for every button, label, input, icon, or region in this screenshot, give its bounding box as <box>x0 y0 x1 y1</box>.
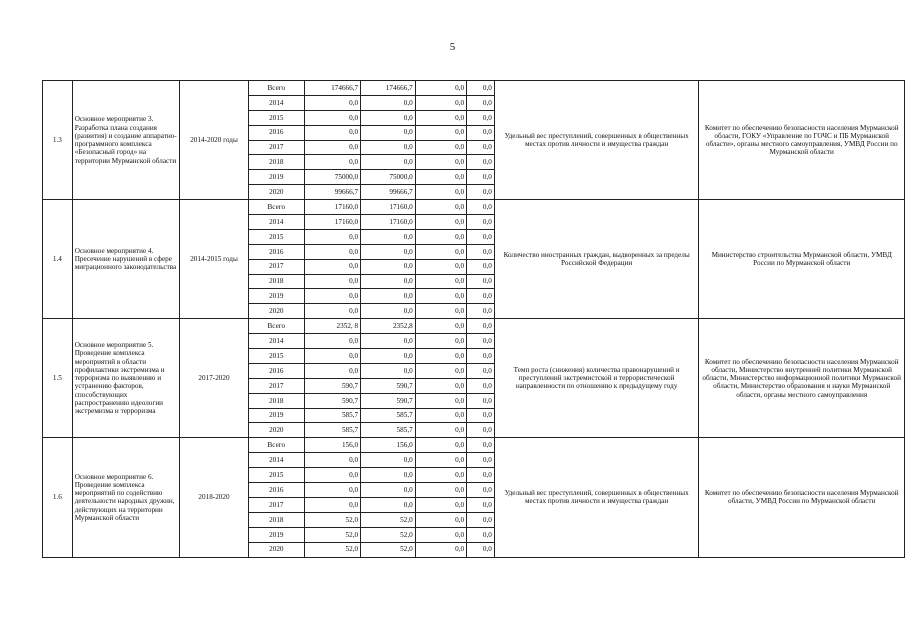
executor-cell: Комитет по обеспечению безопасности населения Мурманской области, Министерство внутренней политики Мурманской области, Министерство информационной политики Мурманской области, Министерство образования и науки Мурманской области, органы местного самоуправления <box>699 319 905 438</box>
total-amount-cell: 0,0 <box>304 274 361 289</box>
year-cell: 2015 <box>249 349 304 364</box>
federal-budget-cell: 0,0 <box>415 423 466 438</box>
regional-budget-cell: 0,0 <box>361 125 416 140</box>
regional-budget-cell: 0,0 <box>361 483 416 498</box>
total-amount-cell: 0,0 <box>304 334 361 349</box>
year-cell: 2017 <box>249 140 304 155</box>
item-number-cell: 1.6 <box>43 438 73 557</box>
federal-budget-cell: 0,0 <box>415 185 466 200</box>
federal-budget-cell: 0,0 <box>415 215 466 230</box>
regional-budget-cell: 2352,8 <box>361 319 416 334</box>
other-sources-cell: 0,0 <box>467 393 495 408</box>
year-cell: 2016 <box>249 125 304 140</box>
federal-budget-cell: 0,0 <box>415 289 466 304</box>
federal-budget-cell: 0,0 <box>415 200 466 215</box>
federal-budget-cell: 0,0 <box>415 378 466 393</box>
federal-budget-cell: 0,0 <box>415 483 466 498</box>
year-cell: 2019 <box>249 527 304 542</box>
other-sources-cell: 0,0 <box>467 259 495 274</box>
activity-name-cell: Основное мероприятие 6. Проведение комплекса мероприятий по содействию деятельности народных дружин, действующих на территории Мурманской области <box>72 438 179 557</box>
executor-cell: Министерство строительства Мурманской области, УМВД России по Мурманской области <box>699 200 905 319</box>
year-cell: 2014 <box>249 453 304 468</box>
year-cell: 2019 <box>249 170 304 185</box>
total-amount-cell: 0,0 <box>304 259 361 274</box>
total-amount-cell: 0,0 <box>304 95 361 110</box>
regional-budget-cell: 17160,0 <box>361 215 416 230</box>
federal-budget-cell: 0,0 <box>415 334 466 349</box>
total-amount-cell: 0,0 <box>304 363 361 378</box>
federal-budget-cell: 0,0 <box>415 349 466 364</box>
other-sources-cell: 0,0 <box>467 512 495 527</box>
activity-name-cell: Основное мероприятие 5. Проведение комплекса мероприятий в области профилактики экстремизма и терроризма по выявлению и устранению факторов, способствующих распространению идеологии экстремизма и терроризма <box>72 319 179 438</box>
year-cell: 2018 <box>249 512 304 527</box>
regional-budget-cell: 0,0 <box>361 244 416 259</box>
executor-cell: Комитет по обеспечению безопасности населения Мурманской области, УМВД России по Мурманской области <box>699 438 905 557</box>
total-amount-cell: 99666,7 <box>304 185 361 200</box>
indicator-cell: Удельный вес преступлений, совершенных в общественных местах против личности и имущества граждан <box>494 438 699 557</box>
other-sources-cell: 0,0 <box>467 468 495 483</box>
federal-budget-cell: 0,0 <box>415 229 466 244</box>
other-sources-cell: 0,0 <box>467 423 495 438</box>
regional-budget-cell: 585,7 <box>361 423 416 438</box>
regional-budget-cell: 0,0 <box>361 453 416 468</box>
regional-budget-cell: 0,0 <box>361 497 416 512</box>
total-amount-cell: 0,0 <box>304 468 361 483</box>
year-cell: 2018 <box>249 274 304 289</box>
other-sources-cell: 0,0 <box>467 125 495 140</box>
other-sources-cell: 0,0 <box>467 483 495 498</box>
total-amount-cell: 0,0 <box>304 349 361 364</box>
federal-budget-cell: 0,0 <box>415 304 466 319</box>
total-amount-cell: 2352, 8 <box>304 319 361 334</box>
year-cell: 2015 <box>249 229 304 244</box>
federal-budget-cell: 0,0 <box>415 542 466 557</box>
regional-budget-cell: 0,0 <box>361 304 416 319</box>
regional-budget-cell: 52,0 <box>361 542 416 557</box>
program-table <box>42 80 905 558</box>
regional-budget-cell: 0,0 <box>361 334 416 349</box>
other-sources-cell: 0,0 <box>467 304 495 319</box>
federal-budget-cell: 0,0 <box>415 497 466 512</box>
regional-budget-cell: 174666,7 <box>361 81 416 96</box>
other-sources-cell: 0,0 <box>467 244 495 259</box>
federal-budget-cell: 0,0 <box>415 170 466 185</box>
other-sources-cell: 0,0 <box>467 349 495 364</box>
regional-budget-cell: 75000,0 <box>361 170 416 185</box>
other-sources-cell: 0,0 <box>467 170 495 185</box>
other-sources-cell: 0,0 <box>467 319 495 334</box>
regional-budget-cell: 0,0 <box>361 110 416 125</box>
total-amount-cell: 0,0 <box>304 453 361 468</box>
period-cell: 2014-2015 годы <box>179 200 248 319</box>
year-cell: 2020 <box>249 423 304 438</box>
year-cell: 2019 <box>249 408 304 423</box>
federal-budget-cell: 0,0 <box>415 319 466 334</box>
year-cell: 2020 <box>249 304 304 319</box>
other-sources-cell: 0,0 <box>467 81 495 96</box>
regional-budget-cell: 99666,7 <box>361 185 416 200</box>
year-cell: 2020 <box>249 542 304 557</box>
other-sources-cell: 0,0 <box>467 438 495 453</box>
other-sources-cell: 0,0 <box>467 215 495 230</box>
year-cell: 2016 <box>249 483 304 498</box>
regional-budget-cell: 590,7 <box>361 378 416 393</box>
federal-budget-cell: 0,0 <box>415 125 466 140</box>
federal-budget-cell: 0,0 <box>415 512 466 527</box>
other-sources-cell: 0,0 <box>467 229 495 244</box>
federal-budget-cell: 0,0 <box>415 95 466 110</box>
year-cell: 2018 <box>249 393 304 408</box>
regional-budget-cell: 52,0 <box>361 512 416 527</box>
year-cell: 2019 <box>249 289 304 304</box>
year-cell: 2017 <box>249 259 304 274</box>
item-number-cell: 1.5 <box>43 319 73 438</box>
item-number-cell: 1.4 <box>43 200 73 319</box>
other-sources-cell: 0,0 <box>467 110 495 125</box>
other-sources-cell: 0,0 <box>467 185 495 200</box>
year-cell: 2015 <box>249 110 304 125</box>
federal-budget-cell: 0,0 <box>415 468 466 483</box>
year-cell: Всего <box>249 319 304 334</box>
table-row <box>43 200 905 215</box>
other-sources-cell: 0,0 <box>467 527 495 542</box>
total-amount-cell: 174666,7 <box>304 81 361 96</box>
federal-budget-cell: 0,0 <box>415 438 466 453</box>
regional-budget-cell: 0,0 <box>361 95 416 110</box>
other-sources-cell: 0,0 <box>467 289 495 304</box>
other-sources-cell: 0,0 <box>467 140 495 155</box>
year-cell: 2016 <box>249 244 304 259</box>
table-row <box>43 319 905 334</box>
regional-budget-cell: 0,0 <box>361 140 416 155</box>
regional-budget-cell: 0,0 <box>361 229 416 244</box>
federal-budget-cell: 0,0 <box>415 155 466 170</box>
total-amount-cell: 75000,0 <box>304 170 361 185</box>
year-cell: 2018 <box>249 155 304 170</box>
regional-budget-cell: 585,7 <box>361 408 416 423</box>
total-amount-cell: 17160,0 <box>304 200 361 215</box>
year-cell: 2020 <box>249 185 304 200</box>
table-row <box>43 81 905 96</box>
federal-budget-cell: 0,0 <box>415 259 466 274</box>
table-row <box>43 438 905 453</box>
federal-budget-cell: 0,0 <box>415 140 466 155</box>
year-cell: Всего <box>249 81 304 96</box>
total-amount-cell: 0,0 <box>304 497 361 512</box>
regional-budget-cell: 0,0 <box>361 274 416 289</box>
year-cell: Всего <box>249 200 304 215</box>
federal-budget-cell: 0,0 <box>415 453 466 468</box>
total-amount-cell: 17160,0 <box>304 215 361 230</box>
other-sources-cell: 0,0 <box>467 408 495 423</box>
total-amount-cell: 590,7 <box>304 378 361 393</box>
regional-budget-cell: 0,0 <box>361 468 416 483</box>
regional-budget-cell: 52,0 <box>361 527 416 542</box>
indicator-cell: Количество иностранных граждан, выдворенных за пределы Российской Федерации <box>494 200 699 319</box>
total-amount-cell: 0,0 <box>304 229 361 244</box>
total-amount-cell: 52,0 <box>304 542 361 557</box>
federal-budget-cell: 0,0 <box>415 527 466 542</box>
indicator-cell: Темп роста (снижения) количества правонарушений и преступлений экстремистской и террористической направленности по отношению к предыдущему году <box>494 319 699 438</box>
page-number: 5 <box>449 41 456 53</box>
activity-name-cell: Основное мероприятие 3. Разработка плана создания (развития) и создание аппаратно-программного комплекса «Безопасный город» на территории Мурманской области <box>72 81 179 200</box>
federal-budget-cell: 0,0 <box>415 408 466 423</box>
total-amount-cell: 0,0 <box>304 155 361 170</box>
federal-budget-cell: 0,0 <box>415 393 466 408</box>
year-cell: 2015 <box>249 468 304 483</box>
year-cell: 2016 <box>249 363 304 378</box>
year-cell: 2014 <box>249 334 304 349</box>
total-amount-cell: 585,7 <box>304 408 361 423</box>
activity-name-cell: Основное мероприятие 4. Пресечение нарушений в сфере миграционного законодательства <box>72 200 179 319</box>
federal-budget-cell: 0,0 <box>415 244 466 259</box>
other-sources-cell: 0,0 <box>467 363 495 378</box>
period-cell: 2018-2020 <box>179 438 248 557</box>
year-cell: 2014 <box>249 95 304 110</box>
regional-budget-cell: 0,0 <box>361 289 416 304</box>
period-cell: 2014-2020 годы <box>179 81 248 200</box>
total-amount-cell: 156,0 <box>304 438 361 453</box>
year-cell: Всего <box>249 438 304 453</box>
regional-budget-cell: 0,0 <box>361 259 416 274</box>
regional-budget-cell: 0,0 <box>361 363 416 378</box>
other-sources-cell: 0,0 <box>467 497 495 512</box>
year-cell: 2014 <box>249 215 304 230</box>
total-amount-cell: 0,0 <box>304 110 361 125</box>
year-cell: 2017 <box>249 378 304 393</box>
other-sources-cell: 0,0 <box>467 334 495 349</box>
federal-budget-cell: 0,0 <box>415 274 466 289</box>
period-cell: 2017-2020 <box>179 319 248 438</box>
total-amount-cell: 0,0 <box>304 289 361 304</box>
other-sources-cell: 0,0 <box>467 378 495 393</box>
federal-budget-cell: 0,0 <box>415 110 466 125</box>
other-sources-cell: 0,0 <box>467 95 495 110</box>
total-amount-cell: 52,0 <box>304 527 361 542</box>
regional-budget-cell: 17160,0 <box>361 200 416 215</box>
item-number-cell: 1.3 <box>43 81 73 200</box>
total-amount-cell: 52,0 <box>304 512 361 527</box>
regional-budget-cell: 156,0 <box>361 438 416 453</box>
indicator-cell: Удельный вес преступлений, совершенных в общественных местах против личности и имущества граждан <box>494 81 699 200</box>
total-amount-cell: 0,0 <box>304 125 361 140</box>
total-amount-cell: 0,0 <box>304 140 361 155</box>
regional-budget-cell: 0,0 <box>361 349 416 364</box>
other-sources-cell: 0,0 <box>467 542 495 557</box>
total-amount-cell: 585,7 <box>304 423 361 438</box>
total-amount-cell: 0,0 <box>304 244 361 259</box>
regional-budget-cell: 0,0 <box>361 155 416 170</box>
total-amount-cell: 0,0 <box>304 304 361 319</box>
regional-budget-cell: 590,7 <box>361 393 416 408</box>
year-cell: 2017 <box>249 497 304 512</box>
other-sources-cell: 0,0 <box>467 200 495 215</box>
total-amount-cell: 0,0 <box>304 483 361 498</box>
federal-budget-cell: 0,0 <box>415 363 466 378</box>
federal-budget-cell: 0,0 <box>415 81 466 96</box>
other-sources-cell: 0,0 <box>467 155 495 170</box>
total-amount-cell: 590,7 <box>304 393 361 408</box>
other-sources-cell: 0,0 <box>467 453 495 468</box>
executor-cell: Комитет по обеспечению безопасности населения Мурманской области, ГОКУ «Управление по ГОЧС и ПБ Мурманской области», органы местного самоуправления, УМВД России по Мурманской области <box>699 81 905 200</box>
other-sources-cell: 0,0 <box>467 274 495 289</box>
